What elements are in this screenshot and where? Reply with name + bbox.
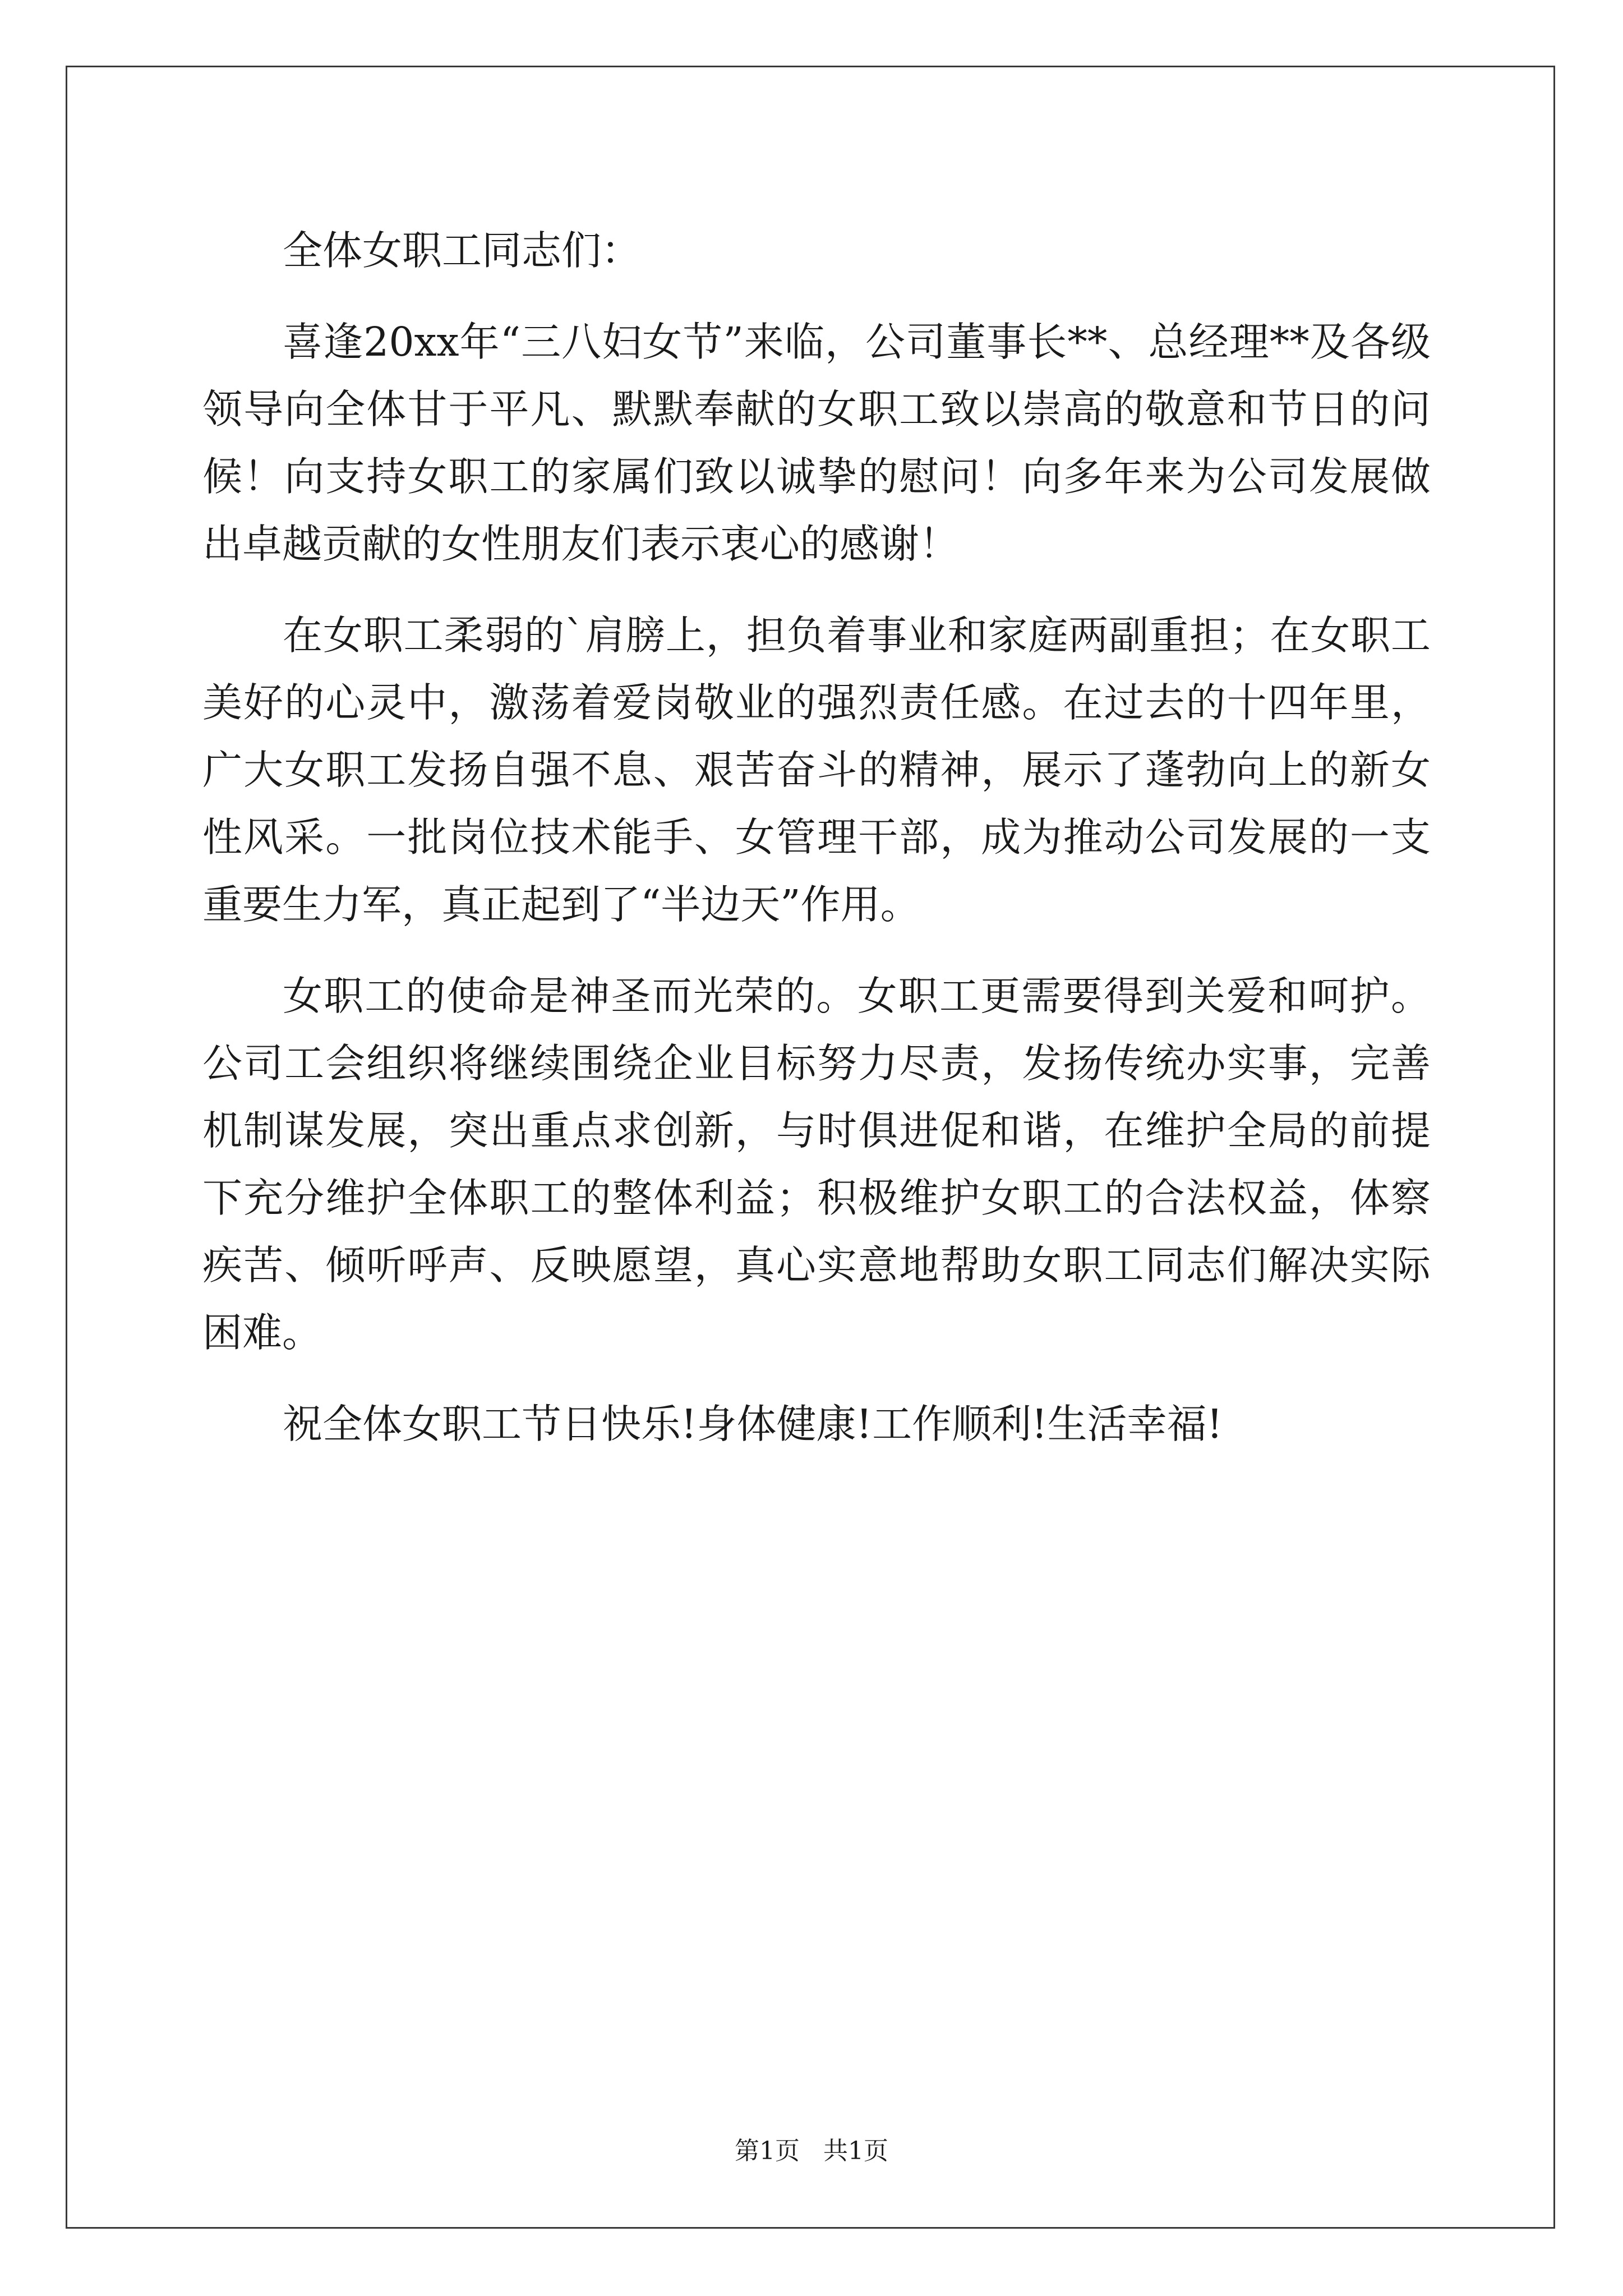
letter-greeting: 全体女职工同志们：: [283, 227, 642, 274]
letter-closing: 祝全体女职工节日快乐!身体健康!工作顺利!生活幸福!: [283, 1401, 1223, 1447]
letter-paragraph: 在女职工柔弱的`肩膀上，担负着事业和家庭两副重担；在女职工美好的心灵中，激荡着爱岗敬业的强烈责任感。在过去的十四年里，广大女职工发扬自强不息、艰苦奋斗的精神，展示了蓬勃向上的新女性风采。一批岗位技术能手、女管理干部，成为推动公司发展的一支重要生力军，真正起到了“半边天”作用。: [202, 612, 1431, 928]
page-number: 第1页: [735, 2137, 800, 2165]
letter-paragraph: 喜逢20xx年“三八妇女节”来临，公司董事长**、总经理**及各级领导向全体甘于平凡、默默奉献的女职工致以崇高的敬意和节日的问候！向支持女职工的家属们致以诚挚的慰问！向多年来为公司发展做出卓越贡献的女性朋友们表示衷心的感谢！: [202, 319, 1431, 567]
letter-body: [202, 217, 1431, 1458]
page-total: 共1页: [823, 2137, 888, 2165]
letter-paragraph: 女职工的使命是神圣而光荣的。女职工更需要得到关爱和呵护。公司工会组织将继续围绕企业目标努力尽责，发扬传统办实事，完善机制谋发展，突出重点求创新，与时俱进促和谐，在维护全局的前提下充分维护全体职工的整体利益；积极维护女职工的合法权益，体察疾苦、倾听呼声、反映愿望，真心实意地帮助女职工同志们解决实际困难。: [202, 973, 1431, 1356]
page-footer: [0, 2136, 1623, 2167]
